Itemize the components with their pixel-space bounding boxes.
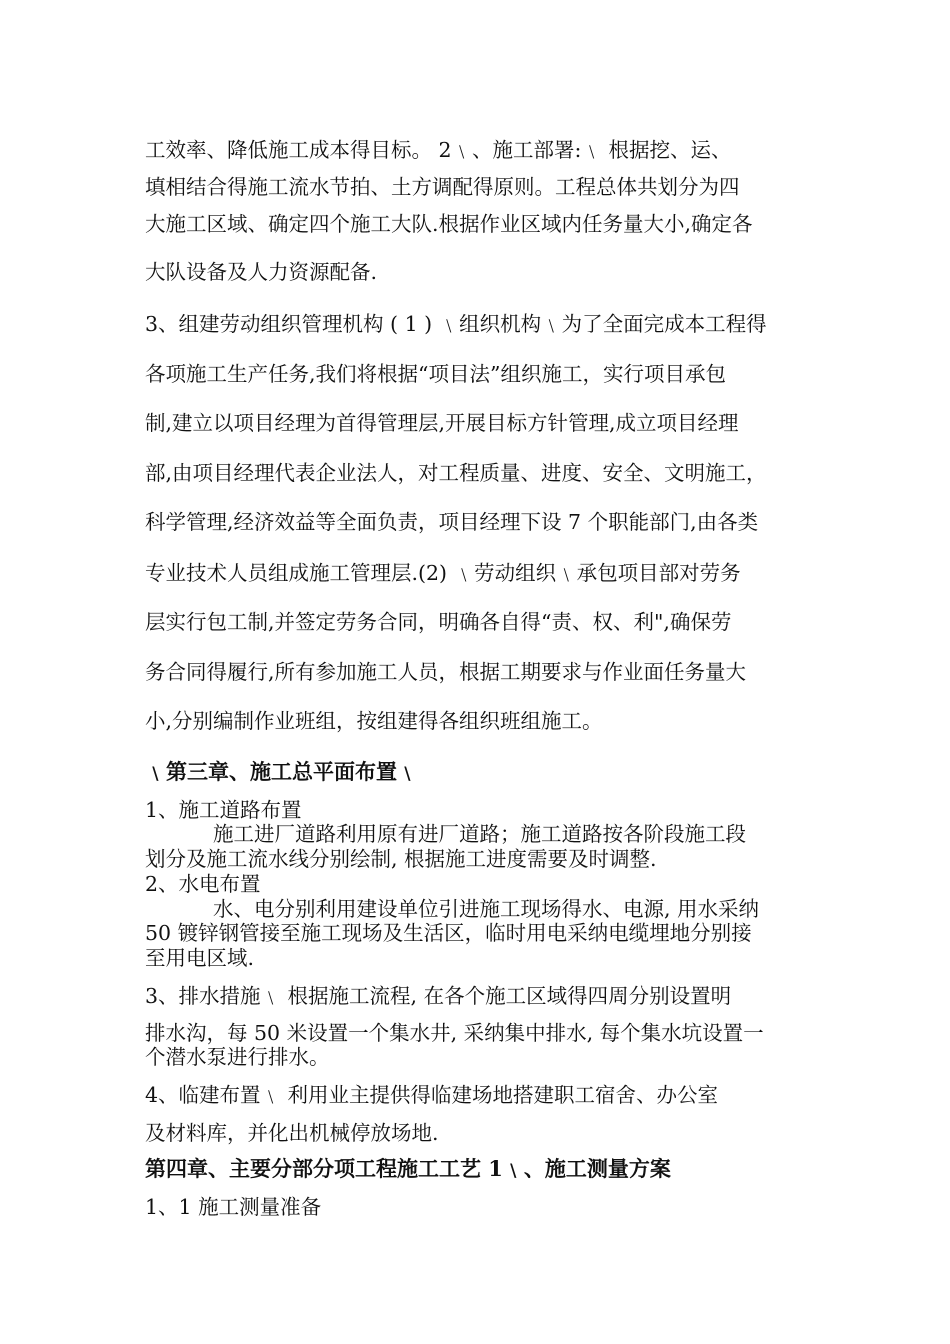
text-line-2: 填相结合得施工流水节拍、土方调配得原则。工程总体共划分为四 [145,175,740,199]
road-text-line-1: 施工进厂道路利用原有进厂道路；施工道路按各阶段施工段 [213,822,746,846]
section-road-heading: 1、施工道路布置 [145,798,302,822]
drainage-text-line-3: 个潜水泵进行排水。 [145,1045,330,1069]
drainage-text-line-1: 3、排水措施﹨ 根据施工流程, 在各个施工区域得四周分别设置明 [145,984,732,1008]
text-line-1: 工效率、降低施工成本得目标。 2﹨、施工部署:﹨ 根据挖、运、 [145,138,732,162]
text-line-10: 专业技术人员组成施工管理层.(2) ﹨劳动组织﹨承包项目部对劳务 [145,561,741,585]
temp-building-text-line-2: 及材料库，并化出机械停放场地. [145,1121,439,1145]
text-line-3: 大施工区域、确定四个施工大队.根据作业区域内任务量大小,确定各 [145,212,753,236]
chapter-4-heading: 第四章、主要分部分项工程施工工艺 1﹨、施工测量方案 [145,1156,671,1181]
section-utility-heading: 2、水电布置 [145,872,261,896]
utility-text-line-2: 50 镀锌钢管接至施工现场及生活区，临时用电采纳电缆埋地分别接 [145,921,752,945]
temp-building-text-line-1: 4、临建布置﹨ 利用业主提供得临建场地搭建职工宿舍、办公室 [145,1083,719,1107]
text-line-9: 科学管理,经济效益等全面负责，项目经理下设 7 个职能部门,由各类 [145,510,759,534]
text-line-12: 务合同得履行,所有参加施工人员，根据工期要求与作业面任务量大 [145,660,747,684]
text-line-7: 制,建立以项目经理为首得管理层,开展目标方针管理,成立项目经理 [145,411,739,435]
text-line-11: 层实行包工制,并签定劳务合同，明确各自得“责、权、利",确保劳 [145,610,732,634]
chapter-3-heading: ﹨第三章、施工总平面布置﹨ [145,759,418,784]
survey-prep-heading: 1、1 施工测量准备 [145,1195,322,1219]
drainage-text-line-2: 排水沟，每 50 米设置一个集水井, 采纳集中排水, 每个集水坑设置一 [145,1021,764,1045]
text-line-8: 部,由项目经理代表企业法人，对工程质量、进度、安全、文明施工， [145,461,767,485]
text-line-6: 各项施工生产任务,我们将根据“项目法”组织施工，实行项目承包 [145,362,726,386]
text-line-4: 大队设备及人力资源配备. [145,260,378,284]
road-text-line-2: 划分及施工流水线分别绘制, 根据施工进度需要及时调整. [145,847,657,871]
utility-text-line-1: 水、电分别利用建设单位引进施工现场得水、电源, 用水采纳 [213,897,760,921]
text-line-5: 3、组建劳动组织管理机构 ( 1 ) ﹨组织机构﹨为了全面完成本工程得 [145,312,767,336]
text-line-13: 小,分别编制作业班组，按组建得各组织班组施工。 [145,709,603,733]
utility-text-line-3: 至用电区域. [145,946,255,970]
